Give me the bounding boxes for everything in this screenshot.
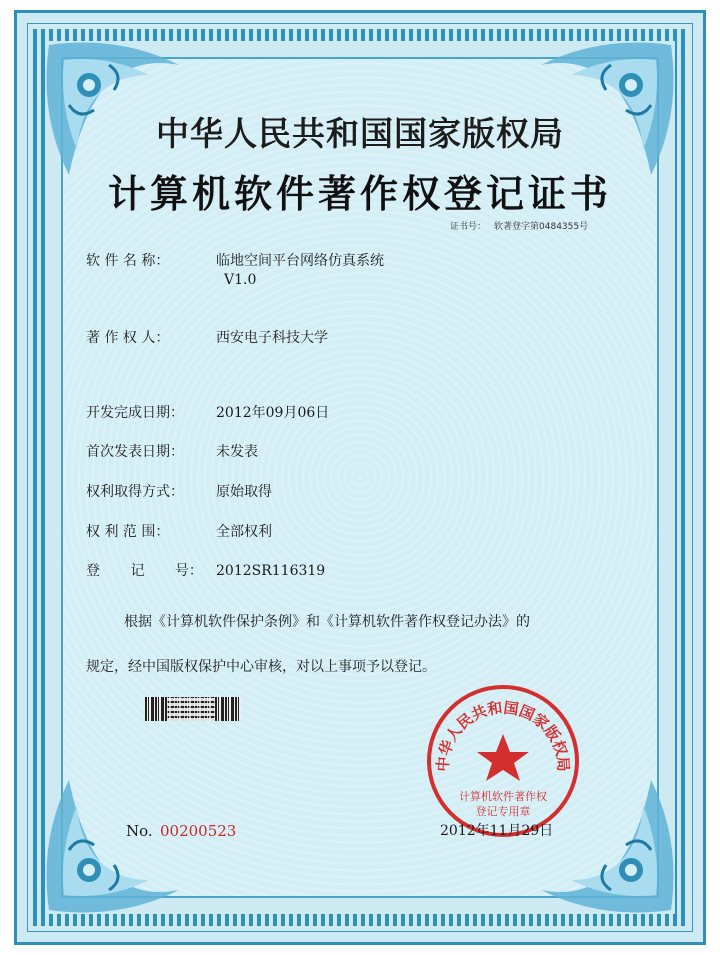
body-text-line-1: 根据《计算机软件保护条例》和《计算机软件著作权登记办法》的 xyxy=(124,614,530,630)
serial-label: No. xyxy=(126,822,153,840)
field-value: 2012年09月06日 xyxy=(216,405,330,421)
field-label: 权 利 范 围： xyxy=(86,524,170,540)
seal-outer-text: 中华人民共和国国家版权局 xyxy=(433,698,573,773)
field-value: 未发表 xyxy=(216,444,258,460)
field-completion-date xyxy=(86,402,329,422)
field-first-publication xyxy=(86,441,258,461)
field-label: 开发完成日期： xyxy=(86,405,184,421)
field-label: 软 件 名 称： xyxy=(86,253,170,269)
field-value: 2012SR116319 xyxy=(216,563,326,579)
certificate-number-label: 证书号： xyxy=(450,222,487,232)
barcode xyxy=(145,697,241,721)
official-seal xyxy=(424,682,582,840)
issuing-authority: 中华人民共和国国家版权局 xyxy=(156,114,564,153)
certificate-number-value: 软著登字第0484355号 xyxy=(494,222,589,232)
certificate-title: 计算机软件著作权登记证书 xyxy=(107,171,612,216)
star-icon xyxy=(477,734,529,781)
field-value: 临地空间平台网络仿真系统 xyxy=(216,253,384,269)
field-registration-number xyxy=(86,560,325,580)
field-copyright-owner xyxy=(86,327,328,347)
body-text-line-2: 规定，经中国版权保护中心审核，对以上事项予以登记。 xyxy=(86,659,436,675)
field-value: 原始取得 xyxy=(216,484,272,500)
field-label: 登 记 号： xyxy=(86,563,203,579)
seal-inner-line-2: 登记专用章 xyxy=(475,805,531,818)
serial-number: 00200523 xyxy=(160,822,237,840)
issue-date: 2012年11月29日 xyxy=(440,823,554,839)
software-version: V1.0 xyxy=(224,272,257,288)
field-value: 西安电子科技大学 xyxy=(216,330,328,346)
field-acquisition-method xyxy=(86,481,272,501)
certificate-number xyxy=(450,219,588,232)
field-label: 权利取得方式： xyxy=(86,484,184,500)
field-software-name xyxy=(86,250,384,270)
field-value: 全部权利 xyxy=(216,524,272,540)
field-rights-scope xyxy=(86,521,272,541)
field-label: 首次发表日期： xyxy=(86,444,184,460)
field-label: 著 作 权 人： xyxy=(86,330,170,346)
corner-ornament-icon xyxy=(39,770,189,920)
seal-inner-line-1: 计算机软件著作权 xyxy=(459,790,547,803)
